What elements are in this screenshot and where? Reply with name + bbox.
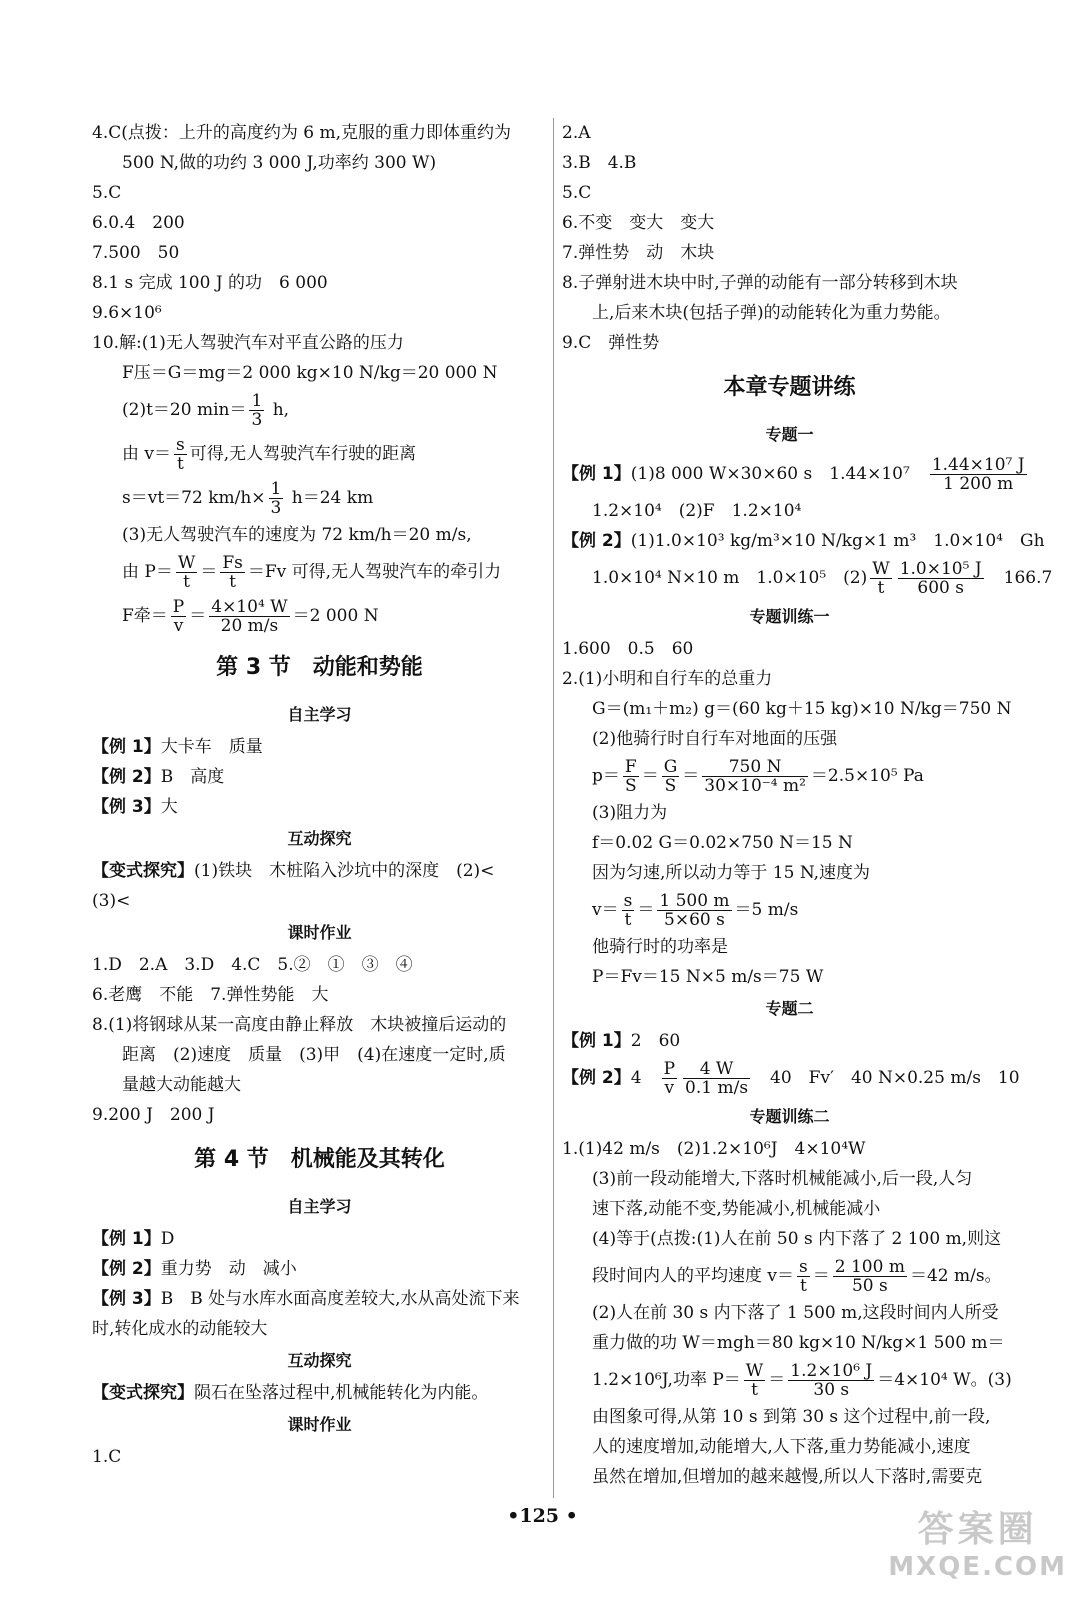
left-column	[92, 118, 547, 1472]
answer-line: 速下落,动能不变,势能减小,机械能减小	[592, 1199, 881, 1219]
column-divider	[553, 118, 554, 1498]
subsection-heading: 互动探究	[287, 829, 352, 848]
fraction: $\frac{1}{3}$	[270, 479, 282, 518]
answer-line: 【例 1】2 60	[562, 1031, 681, 1051]
answer-line: (3)无人驾驶汽车的速度为 72 km/h＝20 m/s,	[122, 525, 472, 545]
subsection-heading: 专题二	[765, 999, 814, 1018]
answer-line: 8.1 s 完成 100 J 的功 6 000	[92, 273, 328, 293]
subsection-heading: 专题训练一	[749, 607, 830, 626]
answer-line: 由图象可得,从第 10 s 到第 30 s 这个过程中,前一段,	[592, 1407, 991, 1427]
fraction: $\frac{s}{t}$	[176, 435, 185, 474]
page-number: •125 •	[507, 1505, 578, 1527]
answer-line: 5.C	[92, 183, 122, 203]
answer-line: 9.C 弹性势	[562, 333, 660, 353]
answer-line: 9.6×10⁶	[92, 303, 162, 323]
answer-line: 2.(1)小明和自行车的总重力	[562, 669, 773, 689]
formula-line: 【例 2】4 $\frac{P}{v}$ $\frac{4 W}{0.1 m/s}$ 40 Fv′ 40 N×0.25 m/s 10	[562, 1059, 1020, 1098]
answer-line: (3)<	[92, 891, 131, 911]
formula-line: 由 P＝ $\frac{W}{t}$ ＝ $\frac{Fs}{t}$ ＝Fv 可得,无人驾驶汽车的牵引力	[122, 553, 502, 592]
answer-line: 时,转化成水的动能较大	[92, 1319, 268, 1339]
answer-line: 人的速度增加,动能增大,人下落,重力势能减小,速度	[592, 1437, 971, 1457]
answer-line: 8.子弹射进木块中时,子弹的动能有一部分转移到木块	[562, 273, 958, 293]
answer-line: 2.A	[562, 123, 591, 143]
formula-line: P＝Fv＝15 N×5 m/s＝75 W	[592, 967, 824, 987]
answer-line: 6.不变 变大 变大	[562, 213, 715, 233]
formula-line: p＝ $\frac{F}{S}$ ＝ $\frac{G}{S}$ ＝ $\frac{750 N}{\text{30×10⁻⁴ m²}}$ ＝2.5×10⁵ Pa	[592, 757, 924, 796]
answer-line: 【例 2】(1)1.0×10³ kg/m³×10 N/kg×1 m³ 1.0×10⁴ Gh	[562, 531, 1045, 551]
answer-line: 【例 2】B 高度	[92, 767, 225, 787]
answer-line: 7.弹性势 动 木块	[562, 243, 715, 263]
answer-line: 1.2×10⁴ (2)F 1.2×10⁴	[592, 501, 802, 521]
section-heading: 第 4 节 机械能及其转化	[194, 1147, 445, 1172]
answer-line: 6.老鹰 不能 7.弹性势能 大	[92, 985, 329, 1005]
fraction: $\frac{4 W}{0.1 m/s}$	[685, 1059, 749, 1098]
fraction: $\frac{W}{t}$	[177, 553, 196, 592]
answer-line: 虽然在增加,但增加的越来越慢,所以人下落时,需要克	[592, 1467, 983, 1487]
formula-line: (2)t＝20 min＝ $\frac{1}{3}$ h,	[122, 391, 290, 430]
subsection-heading: 自主学习	[287, 1197, 352, 1216]
answer-line: 1.D 2.A 3.D 4.C 5.② ① ③ ④	[92, 955, 413, 975]
answer-line: 因为匀速,所以动力等于 15 N,速度为	[592, 863, 871, 883]
answer-line: 4.C(点拨：上升的高度约为 6 m,克服的重力即体重约为	[92, 123, 512, 143]
answer-line: (4)等于(点拨:(1)人在前 50 s 内下落了 2 100 m,则这	[592, 1229, 1002, 1249]
right-column	[562, 118, 1053, 1492]
answer-line: (3)阻力为	[592, 803, 668, 823]
formula-line: G＝(m₁＋m₂) g＝(60 kg＋15 kg)×10 N/kg＝750 N	[592, 699, 1012, 719]
answer-line: 【变式探究】(1)铁块 木桩陷入沙坑中的深度 (2)<	[92, 861, 495, 881]
answer-line: 10.解:(1)无人驾驶汽车对平直公路的压力	[92, 333, 404, 353]
fraction: $\frac{W}{t}$	[872, 559, 890, 598]
answer-line: (2)人在前 30 s 内下落了 1 500 m,这段时间内人所受	[592, 1303, 999, 1323]
answer-line: (3)前一段动能增大,下落时机械能减小,后一段,人匀	[592, 1169, 973, 1189]
answer-line: 6.0.4 200	[92, 213, 185, 233]
answer-line: 3.B 4.B	[562, 153, 637, 173]
section-heading: 第 3 节 动能和势能	[216, 655, 423, 680]
answer-line: 500 N,做的功约 3 000 J,功率约 300 W)	[122, 153, 437, 173]
fraction: $\frac{Fs}{t}$	[222, 553, 243, 592]
formula-line: 重力做的功 W＝mgh＝80 kg×10 N/kg×1 500 m＝	[592, 1333, 1005, 1353]
watermark-logo: 答案圈 MXQE.COM	[888, 1509, 1067, 1582]
subsection-heading: 专题一	[765, 425, 814, 444]
fraction: $\frac{F}{S}$	[624, 757, 637, 796]
subsection-heading: 课时作业	[287, 1415, 352, 1434]
fraction: $\frac{\text{1.44×10⁷ J}}{1 200 m}$	[931, 455, 1025, 494]
answer-line: 距离 (2)速度 质量 (3)甲 (4)在速度一定时,质	[122, 1045, 506, 1065]
answer-line: 【例 2】重力势 动 减小	[92, 1259, 297, 1279]
fraction: $\frac{2 100 m}{50 s}$	[834, 1257, 905, 1296]
answer-line: 7.500 50	[92, 243, 180, 263]
fraction: $\frac{s}{t}$	[799, 1257, 808, 1296]
subsection-heading: 自主学习	[287, 705, 352, 724]
fraction: $\frac{G}{S}$	[663, 757, 678, 796]
answer-line: 量越大动能越大	[122, 1075, 241, 1095]
formula-line: 段时间内人的平均速度 v＝ $\frac{s}{t}$ ＝ $\frac{2 100 m}{50 s}$ ＝42 m/s。	[592, 1257, 1002, 1296]
answer-line: 1.C	[92, 1447, 122, 1467]
fraction: $\frac{750 N}{\text{30×10⁻⁴ m²}}$	[704, 757, 806, 796]
fraction: $\frac{s}{t}$	[623, 891, 633, 930]
answer-line: 【例 1】大卡车 质量	[92, 737, 263, 757]
answer-line: 8.(1)将钢球从某一高度由静止释放 木块被撞后运动的	[92, 1015, 507, 1035]
formula-line: s＝vt＝72 km/h× $\frac{1}{3}$ h＝24 km	[122, 479, 374, 518]
answer-line: 他骑行时的功率是	[592, 937, 728, 957]
fraction: $\frac{1}{3}$	[251, 391, 263, 430]
answer-line: 【例 3】B B 处与水库水面高度差较大,水从高处流下来	[92, 1289, 520, 1309]
subsection-heading: 专题训练二	[749, 1107, 830, 1126]
fraction: $\frac{P}{v}$	[663, 1059, 676, 1098]
answer-line: 1.(1)42 m/s (2)1.2×10⁶J 4×10⁴W	[562, 1139, 866, 1159]
fraction: $\frac{\text{4×10⁴ W}}{20 m/s}$	[211, 597, 288, 636]
formula-line: F牵＝ $\frac{P}{v}$ ＝ $\frac{\text{4×10⁴ W}}{20 m/s}$ ＝2 000 N	[122, 597, 379, 636]
formula-line: F压＝G＝mg＝2 000 kg×10 N/kg＝20 000 N	[122, 363, 498, 383]
chapter-heading: 本章专题讲练	[723, 375, 856, 400]
subsection-heading: 互动探究	[287, 1351, 352, 1370]
answer-line: 上,后来木块(包括子弹)的动能转化为重力势能。	[592, 303, 951, 323]
formula-line: f＝0.02 G＝0.02×750 N＝15 N	[592, 833, 853, 853]
formula-line: 由 v＝ $\frac{s}{t}$ 可得,无人驾驶汽车行驶的距离	[122, 435, 417, 474]
answer-line: 5.C	[562, 183, 592, 203]
answer-line: 【例 1】D	[92, 1229, 175, 1249]
fraction: $\frac{\text{1.2×10⁶ J}}{30 s}$	[790, 1361, 873, 1400]
subsection-heading: 课时作业	[287, 923, 352, 942]
formula-line: v＝ $\frac{s}{t}$ ＝ $\frac{1 500 m}{5\times 60 s}$ ＝5 m/s	[592, 891, 799, 930]
formula-line: 1.2×10⁶J,功率 P＝ $\frac{W}{t}$ ＝ $\frac{\text{1.2×10⁶ J}}{30 s}$ ＝4×10⁴ W。(3)	[592, 1361, 1012, 1400]
answer-line: (2)他骑行时自行车对地面的压强	[592, 729, 838, 749]
answer-line: 9.200 J 200 J	[92, 1105, 215, 1125]
answer-line: 1.600 0.5 60	[562, 639, 694, 659]
formula-line: 【例 1】(1)8 000 W×30×60 s 1.44×10⁷ $\frac{\text{1.44×10⁷ J}}{1 200 m}$	[562, 455, 1025, 494]
fraction: $\frac{1 500 m}{5\times 60 s}$	[659, 891, 730, 930]
answer-line: 【变式探究】陨石在坠落过程中,机械能转化为内能。	[92, 1383, 489, 1403]
answer-line: 【例 3】大	[92, 797, 178, 817]
fraction: $\frac{W}{t}$	[745, 1361, 764, 1400]
fraction: $\frac{P}{v}$	[172, 597, 185, 636]
fraction: $\frac{\text{1.0×10⁵ J}}{600 s}$	[899, 559, 982, 598]
formula-line: 1.0×10⁴ N×10 m 1.0×10⁵ (2) $\frac{W}{t}$ $\frac{\text{1.0×10⁵ J}}{600 s}$ 166.7	[592, 559, 1053, 598]
